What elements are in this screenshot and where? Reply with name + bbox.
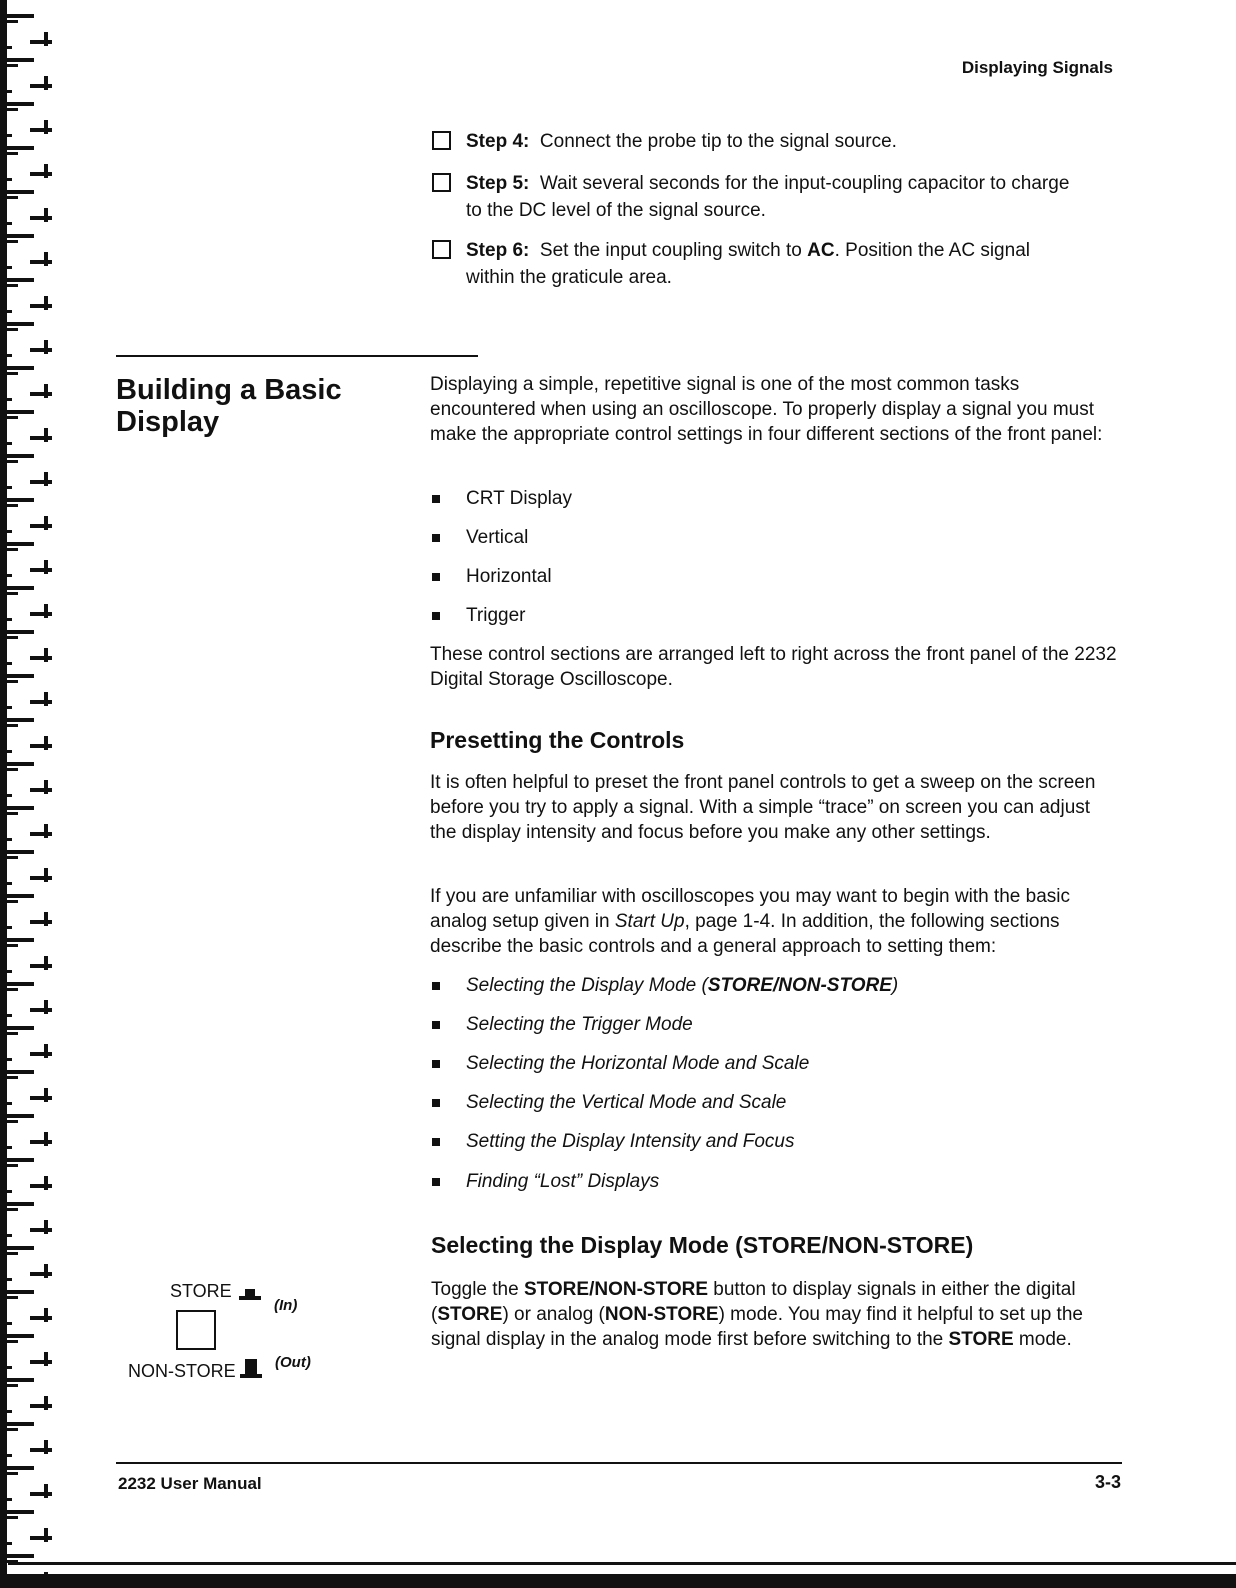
- bullet-icon: [432, 1178, 440, 1186]
- footer-rule: [116, 1462, 1122, 1464]
- step-label: Step 5:: [466, 173, 530, 194]
- running-title: Displaying Signals: [961, 58, 1113, 77]
- bullet-icon: [432, 534, 440, 542]
- list-item: Trigger: [430, 603, 525, 628]
- step-text-cont: within the graticule area.: [466, 267, 672, 288]
- checkbox-icon: [432, 173, 451, 192]
- checkbox-icon: [432, 240, 451, 259]
- step-text: Connect the probe tip to the signal source.: [539, 131, 897, 152]
- presetting-paragraph-1: It is often helpful to preset the front panel controls to get a sweep on the screen before you try to apply a signal. With a simple “trace” on screen you can adjust the display intensity and focus before you make any other settings.: [430, 772, 1096, 843]
- button-out-icon: [240, 1359, 262, 1379]
- bullet-icon: [432, 1021, 440, 1029]
- binding-edge-decoration: [0, 0, 60, 1588]
- bullet-icon: [432, 612, 440, 620]
- step-4: [432, 128, 1122, 155]
- section-title: Building a Basic Display: [116, 374, 342, 438]
- store-non-store-button[interactable]: [176, 1310, 216, 1350]
- display-mode-heading: Selecting the Display Mode (STORE/NON-STORE): [431, 1232, 974, 1258]
- topic-item: Setting the Display Intensity and Focus: [430, 1129, 794, 1154]
- list-item: Horizontal: [430, 564, 552, 589]
- button-in-icon: [239, 1287, 261, 1301]
- topic-item: Selecting the Display Mode (STORE/NON-STORE): [430, 973, 898, 998]
- out-label: (Out): [275, 1354, 311, 1371]
- list-item: CRT Display: [430, 486, 572, 511]
- step-text: Set the input coupling switch to: [539, 240, 808, 261]
- bullet-icon: [432, 1099, 440, 1107]
- step-text-bold: AC: [807, 240, 835, 261]
- start-up-reference: Start Up: [614, 911, 685, 932]
- presetting-paragraph-2: If you are unfamiliar with oscilloscopes you may want to begin with the basic analog setup given in Start Up, page 1-4. In addition, the following sections describe the basic controls and a general approach to setting them:: [430, 886, 1070, 957]
- non-store-label: NON-STORE: [128, 1361, 236, 1381]
- bottom-border-thin: [8, 1562, 1236, 1565]
- in-label: (In): [274, 1297, 298, 1314]
- bullet-icon: [432, 982, 440, 990]
- step-text: . Position the AC signal: [834, 240, 1030, 261]
- step-text-cont: to the DC level of the signal source.: [466, 200, 766, 221]
- topic-item: Selecting the Horizontal Mode and Scale: [430, 1051, 809, 1076]
- checkbox-icon: [432, 131, 451, 150]
- bullet-icon: [432, 573, 440, 581]
- bullet-icon: [432, 495, 440, 503]
- page-number: 3-3: [1094, 1472, 1121, 1492]
- bottom-border-thick: [0, 1574, 1236, 1588]
- step-6: [432, 237, 1122, 291]
- presetting-heading: Presetting the Controls: [430, 727, 685, 753]
- arrangement-paragraph: These control sections are arranged left to right across the front panel of the 2232 Digital Storage Oscilloscope.: [430, 644, 1117, 690]
- topic-item: Selecting the Trigger Mode: [430, 1012, 693, 1037]
- section-rule: [116, 355, 478, 357]
- bullet-icon: [432, 1138, 440, 1146]
- topic-item: Finding “Lost” Displays: [430, 1169, 659, 1194]
- step-label: Step 6:: [466, 240, 530, 261]
- topic-item: Selecting the Vertical Mode and Scale: [430, 1090, 786, 1115]
- bullet-icon: [432, 1060, 440, 1068]
- store-label: STORE: [170, 1281, 232, 1301]
- step-text: Wait several seconds for the input-coupling capacitor to charge: [539, 173, 1070, 194]
- footer-manual-title: 2232 User Manual: [118, 1474, 262, 1493]
- display-mode-paragraph: Toggle the STORE/NON-STORE button to display signals in either the digital (STORE) or analog (NON-STORE) mode. You may find it helpful to set up the signal display in the analog mode first before switching to the STORE mode.: [431, 1279, 1083, 1350]
- intro-text: Displaying a simple, repetitive signal is one of the most common tasks encountered when using an oscilloscope. To properly display a signal you must make the appropriate control settings in four different sections of the front panel:: [430, 374, 1103, 445]
- step-label: Step 4:: [466, 131, 530, 152]
- step-5: [432, 170, 1122, 224]
- list-item: Vertical: [430, 525, 528, 550]
- intro-paragraph: [430, 372, 1120, 447]
